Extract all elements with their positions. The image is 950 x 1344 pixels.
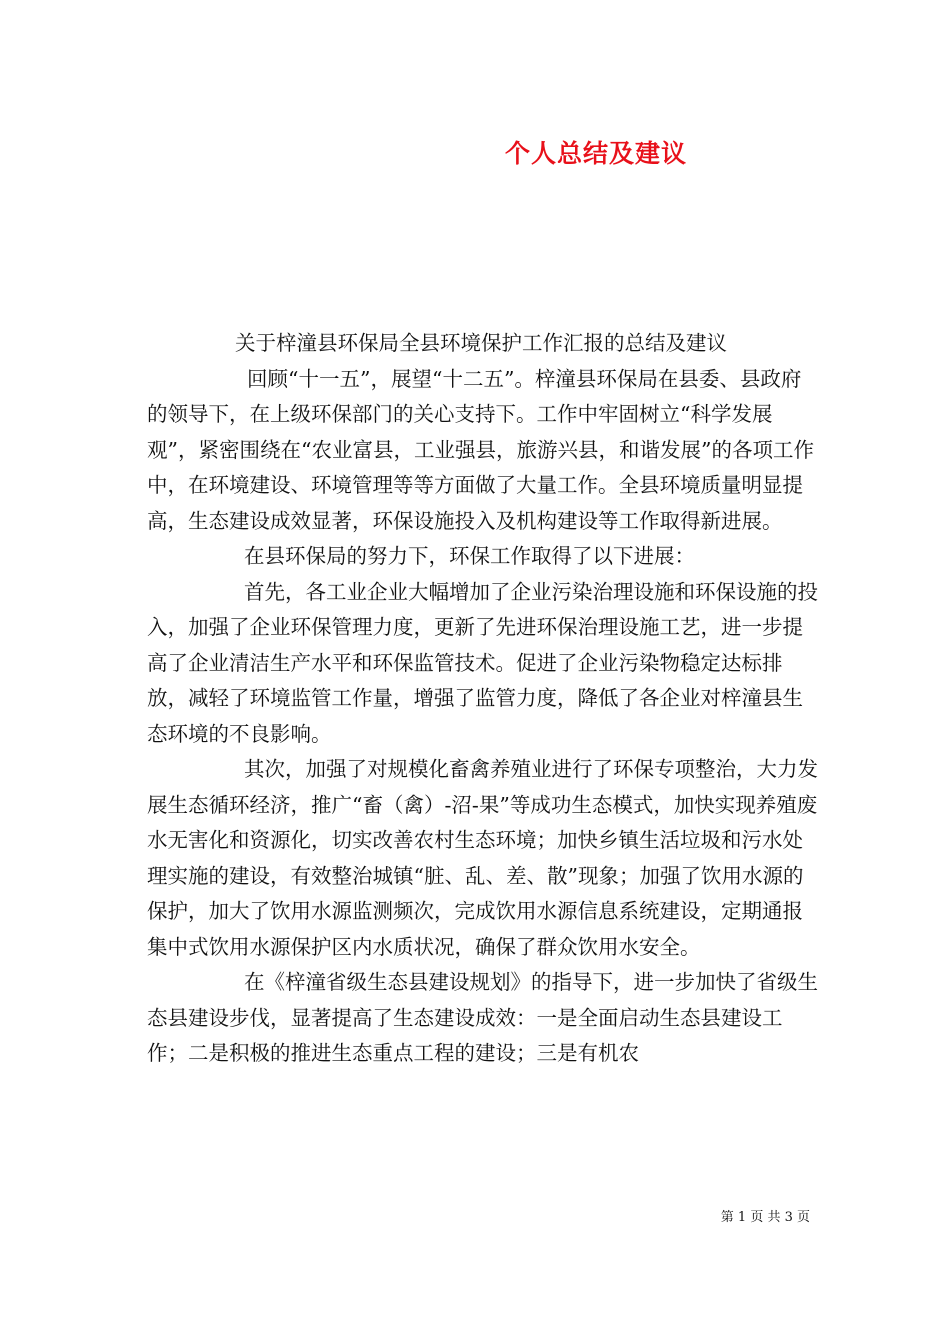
document-body (147, 326, 819, 1072)
paragraph-progress-intro: 在县环保局的努力下，环保工作取得了以下进展： (244, 544, 695, 568)
page-number: 第 1 页 共 3 页 (720, 1210, 810, 1225)
paragraph-second-livestock: 其次，加强了对规模化畜禽养殖业进行了环保专项整治，大力发展生态循环经济，推广“畜（禽）-沼-果”等成功生态模式，加快实现养殖废水无害化和资源化，切实改善农村生态环境；加快乡镇生活垃圾和污水处理实施的建设，有效整治城镇“脏、乱、差、散”现象；加强了饮用水源的保护，加大了饮用水源监测频次，完成饮用水源信息系统建设，定期通报集中式饮用水源保护区内水质状况，确保了群众饮用水安全。 (147, 757, 818, 959)
document-subtitle: 关于梓潼县环保局全县环境保护工作汇报的总结及建议 (235, 331, 727, 355)
paragraph-first-industry: 首先，各工业企业大幅增加了企业污染治理设施和环保设施的投入，加强了企业环保管理力度，更新了先进环保治理设施工艺，进一步提高了企业清洁生产水平和环保监管技术。促进了企业污染物稳定达标排放，减轻了环境监管工作量，增强了监管力度，降低了各企业对梓潼县生态环境的不良影响。 (147, 579, 818, 746)
page-title: 个人总结及建议 (504, 139, 687, 168)
paragraph-review: 回顾“十一五”，展望“十二五”。梓潼县环保局在县委、县政府的领导下，在上级环保部门的关心支持下。工作中牢固树立“科学发展观”，紧密围绕在“农业富县，工业强县，旅游兴县，和谐发展”的各项工作中，在环境建设、环境管理等等方面做了大量工作。全县环境质量明显提高，生态建设成效显著，环保设施投入及机构建设等工作取得新进展。 (147, 366, 814, 533)
paragraph-eco-county: 在《梓潼省级生态县建设规划》的指导下，进一步加快了省级生态县建设步伐，显著提高了生态建设成效：一是全面启动生态县建设工作；二是积极的推进生态重点工程的建设；三是有机农 (147, 970, 818, 1065)
